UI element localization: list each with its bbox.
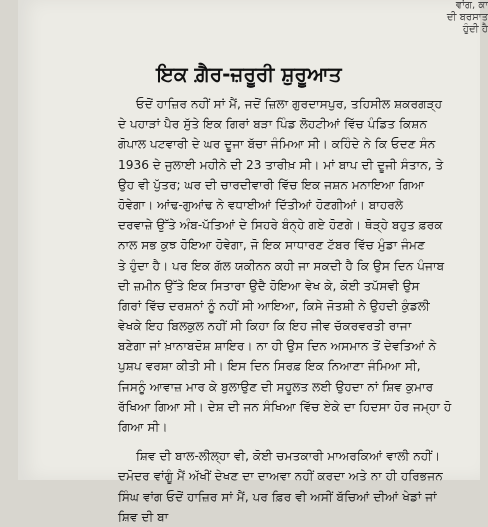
- text-line: 1936 ਦੇ ਜੁਲਾਈ ਮਹੀਨੇ ਦੀ 23 ਤਾਰੀਖ਼ ਸੀ। ਮਾਂ ਬਾਪ ਦੀ ਦੂਜੀ ਸੰਤਾਨ, ਤੇ: [118, 157, 444, 172]
- text-line: ਪੁਸ਼ਪ ਵਰਸ਼ਾ ਕੀਤੀ ਸੀ। ਇਸ ਦਿਨ ਸਿਰਫ਼ ਇਕ ਨਿਆਣਾ ਜੰਮਿਆ ਸੀ,: [118, 359, 421, 374]
- text-line: ਓਦੋਂ ਹਾਜ਼ਿਰ ਨਹੀਂ ਸਾਂ ਮੈਂ, ਜਦੋਂ ਜ਼ਿਲਾ ਗੁਰਦਾਸਪੁਰ, ਤਹਿਸੀਲ ਸ਼ਕਰਗੜ੍ਹ: [136, 97, 443, 111]
- text-line: ਨਾਲ ਸਭ ਕੁਝ ਹੋਇਆ ਹੋਵੇਗਾ, ਜੋ ਇਕ ਸਾਧਾਰਣ ਟੱਬਰ ਵਿੱਚ ਮੁੰਡਾ ਜੰਮਣ: [118, 238, 426, 253]
- text-line: ਦੀ ਜ਼ਮੀਨ ਉੱਤੇ ਇਕ ਸਿਤਾਰਾ ਉਦੈ ਹੋਇਆ ਵੇਖ ਕੇ, ਕੋਈ ਤਪੱਸਵੀ ਉਸ: [118, 278, 420, 293]
- snippet-line: ਵਾਂਗ, ਕਾ: [455, 0, 488, 11]
- text-line: ਰੱਖਿਆ ਗਿਆ ਸੀ। ਦੇਸ਼ ਦੀ ਜਨ ਸੰਖਿਆ ਵਿੱਚ ਏਕੇ ਦਾ ਹਿਦਸਾ ਹੋਰ ਜਮ੍ਹਾ ਹੋ: [118, 399, 452, 414]
- text-line: ਜਿਸਨੂੰ ਆਵਾਜ਼ ਮਾਰ ਕੇ ਬੁਲਾਉਣ ਦੀ ਸਹੂਲਤ ਲਈ ਉਹਦਾ ਨਾਂ ਸ਼ਿਵ ਕੁਮਾਰ: [118, 379, 434, 394]
- chapter-body: [118, 94, 478, 527]
- text-line: ਹੋਵੇਗਾ। ਆਂਢ-ਗੁਆਂਢ ਨੇ ਵਧਾਈਆਂ ਦਿੱਤੀਆਂ ਹੋਣਗੀਆਂ। ਬਾਹਰਲੇ: [118, 197, 404, 212]
- text-line: ਸ਼ਿਵ ਦੀ ਬਾ: [118, 509, 169, 524]
- text-line: ਸ਼ਿਵ ਦੀ ਬਾਲ-ਲੀਲ੍ਹਾ ਵੀ, ਕੋਈ ਚਮਤਕਾਰੀ ਮਾਅਰਕਿਆਂ ਵਾਲੀ ਨਹੀਂ।: [136, 449, 441, 464]
- text-line: ਤੇ ਹੁੰਦਾ ਹੈ। ਪਰ ਇਕ ਗੱਲ ਯਕੀਨਨ ਕਹੀ ਜਾ ਸਕਦੀ ਹੈ ਕਿ ਉਸ ਦਿਨ ਪੰਜਾਬ: [118, 258, 445, 273]
- text-line: ਦਰਵਾਜ਼ੇ ਉੱਤੇ ਅੰਬ-ਪੱਤਿਆਂ ਦੇ ਸਿਹਰੇ ਬੰਨ੍ਹੇ ਗਏ ਹੋਣਗੇ। ਥੋੜ੍ਹੇ ਬਹੁਤ ਫ਼ਰਕ: [118, 218, 443, 233]
- snippet-line: ਦੀ ਬਰਸਾਤ ਹੁੰਦੀ ਹੈ: [446, 12, 488, 35]
- text-line: ਉਹ ਵੀ ਪੁੱਤਰ; ਘਰ ਦੀ ਚਾਰਦੀਵਾਰੀ ਵਿੱਚ ਇਕ ਜਸ਼ਨ ਮਨਾਇਆ ਗਿਆ: [118, 177, 425, 192]
- text-line: ਗੋਪਾਲ ਪਟਵਾਰੀ ਦੇ ਘਰ ਦੂਜਾ ਬੱਚਾ ਜੰਮਿਆ ਸੀ। ਕਹਿੰਦੇ ਨੇ ਕਿ ਓਦਣ ਸੰਨ: [118, 137, 436, 152]
- previous-page-snippet: [428, 0, 488, 36]
- text-line: ਗਿਆ ਸੀ।: [118, 420, 168, 434]
- text-line: ਬਣੇਗਾ ਜਾਂ ਖ਼ਾਨਾਬਦੋਸ਼ ਸ਼ਾਇਰ। ਨਾ ਹੀ ਉਸ ਦਿਨ ਅਸਮਾਨ ਤੋਂ ਦੇਵਤਿਆਂ ਨੇ: [118, 339, 437, 354]
- text-line: ਸਿੰਘ ਵਾਂਗ ਓਦੋਂ ਹਾਜ਼ਿਰ ਸਾਂ ਮੈਂ, ਪਰ ਫ਼ਿਰ ਵੀ ਅਸੀਂ ਬੱਚਿਆਂ ਦੀਆਂ ਖੇਡਾਂ ਜਾਂ: [118, 489, 437, 504]
- chapter-title: ਇਕ ਗ਼ੈਰ-ਜ਼ਰੂਰੀ ਸ਼ੁਰੂਆਤ: [156, 62, 342, 86]
- text-line: ਦਮੋਦਰ ਵਾਂਗੂੰ ਮੈਂ ਅੱਖੀਂ ਦੇਖਣ ਦਾ ਦਾਅਵਾ ਨਹੀਂ ਕਰਦਾ ਅਤੇ ਨਾ ਹੀ ਹਰਿਭਜਨ: [118, 469, 443, 484]
- text-line: ਵੇਖਕੇ ਇਹ ਬਿਲਕੁਲ ਨਹੀਂ ਸੀ ਕਿਹਾ ਕਿ ਇਹ ਜੀਵ ਚੱਕਰਵਰਤੀ ਰਾਜਾ: [118, 319, 412, 334]
- text-line: ਦੇ ਪਹਾੜਾਂ ਪੈਰ ਸੁੱਤੇ ਇਕ ਗਿਰਾਂ ਬੜਾ ਪਿੰਡ ਲੋਹਟੀਆਂ ਵਿੱਚ ਪੰਡਿਤ ਕਿਸ਼ਨ: [118, 117, 428, 132]
- book-page: [18, 0, 488, 524]
- text-line: ਗਿਰਾਂ ਵਿੱਚ ਦਰਸ਼ਨਾਂ ਨੂੰ ਨਹੀਂ ਸੀ ਆਇਆ, ਕਿਸੇ ਜੋਤਸ਼ੀ ਨੇ ਉਹਦੀ ਕੁੰਡਲੀ: [118, 298, 430, 313]
